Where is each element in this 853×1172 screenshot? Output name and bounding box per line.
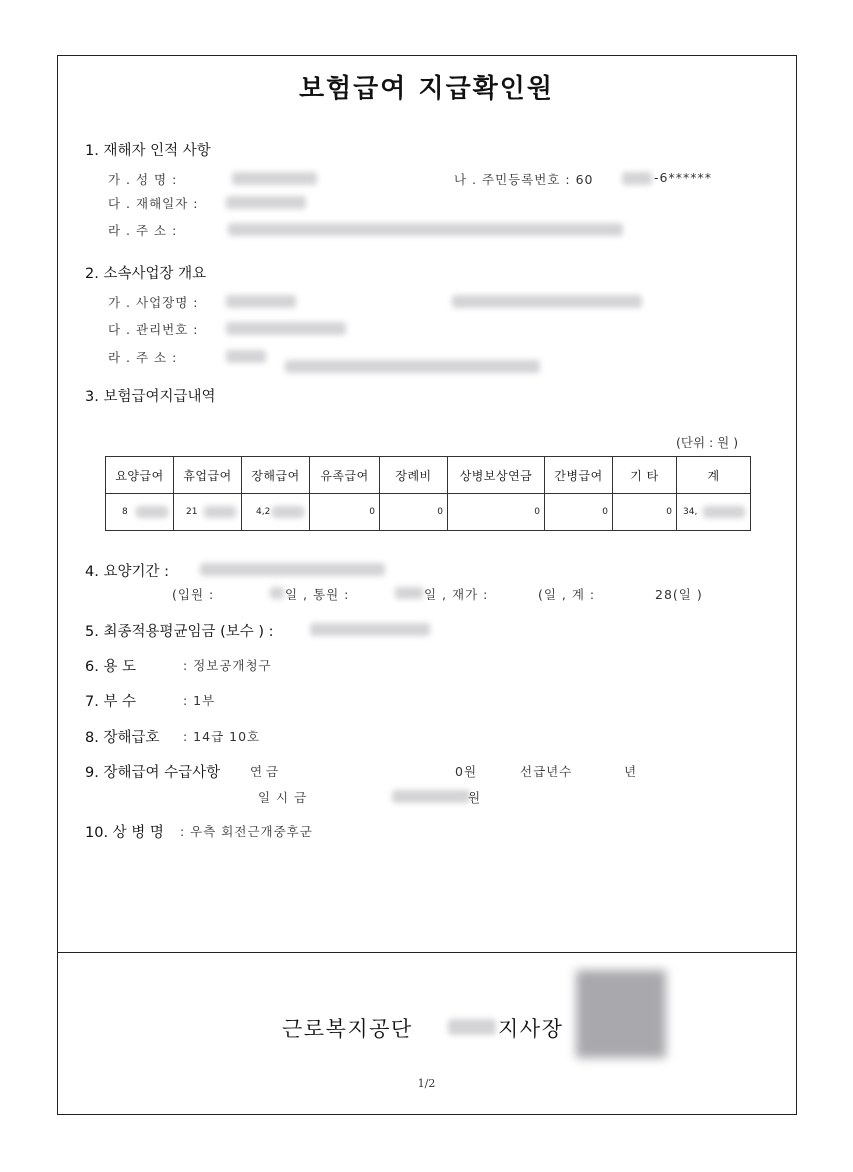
purpose-value: : 정보공개청구 [183, 658, 272, 673]
redacted-amount [703, 506, 745, 518]
section-7-label: 7. 부 수 [85, 694, 137, 710]
section-2-heading: 2. 소속사업장 개요 [85, 266, 207, 282]
home-care-label: 일 , 재가 : [424, 587, 489, 602]
copies-value: : 1부 [183, 693, 216, 708]
section-3-heading: 3. 보험급여지급내역 [85, 389, 216, 405]
management-number-label: 다 . 관리번호 : [108, 322, 199, 337]
redacted-branch-name [448, 1019, 496, 1035]
unit-label: (단위 : 원 ) [676, 435, 739, 450]
redacted-business [226, 295, 296, 308]
redacted-amount [272, 506, 304, 518]
disease-name-value: : 우측 회전근개중후군 [180, 824, 313, 839]
section-6-label: 6. 용 도 [85, 659, 137, 675]
value-cell: 34, [677, 494, 751, 531]
redacted-name [232, 172, 317, 185]
section-4-heading: 4. 요양기간 : [85, 564, 169, 580]
redacted-date [226, 196, 306, 209]
redacted-amount [204, 506, 236, 518]
footer-divider [57, 952, 797, 953]
header-cell: 간병급여 [545, 457, 613, 494]
value-cell: 4,2 [242, 494, 310, 531]
value-cell: 0 [448, 494, 545, 531]
redacted-average-wage [310, 623, 430, 636]
section-10-label: 10. 상 병 명 [85, 825, 164, 841]
business-name-label: 가 . 사업장명 : [108, 295, 199, 310]
address-label: 라 . 주 소 : [108, 223, 178, 238]
header-cell: 기 타 [613, 457, 677, 494]
official-seal [576, 970, 666, 1058]
disability-grade-value: : 14급 10호 [183, 729, 261, 744]
redacted-business-extra [452, 295, 642, 308]
name-label: 가 . 성 명 : [108, 172, 178, 187]
rrn-suffix: -6****** [654, 170, 712, 185]
annuity-value: 0원 [455, 764, 478, 779]
prepaid-years-label: 선급년수 [520, 764, 573, 779]
prepaid-years-unit: 년 [624, 764, 638, 779]
value-cell: 21 [174, 494, 242, 531]
redacted-inpatient-days [270, 587, 284, 599]
total-days: 28(일 ) [655, 587, 703, 602]
annuity-label: 연 금 [250, 764, 279, 779]
benefit-header-row [106, 457, 751, 494]
header-cell: 장례비 [380, 457, 448, 494]
value-cell: 0 [380, 494, 448, 531]
branch-title: 지사장 [498, 1017, 564, 1041]
redacted-rrn [622, 172, 652, 185]
inpatient-label: (입원 : [172, 587, 215, 602]
accident-date-label: 다 . 재해일자 : [108, 196, 199, 211]
header-cell: 휴업급여 [174, 457, 242, 494]
total-label: (일 , 계 : [538, 587, 596, 602]
value-cell: 0 [613, 494, 677, 531]
section-5-heading: 5. 최종적용평균임금 (보수 ) : [85, 624, 274, 640]
outpatient-label: 일 , 통원 : [285, 587, 350, 602]
header-cell: 장해급여 [242, 457, 310, 494]
header-cell: 유족급여 [310, 457, 380, 494]
page-number: 1/2 [417, 1077, 436, 1090]
benefit-value-row [106, 494, 751, 531]
redacted-outpatient-days [395, 587, 423, 599]
lump-sum-label: 일 시 금 [258, 790, 308, 805]
section-9-label: 9. 장해급여 수급사항 [85, 765, 221, 781]
redacted-business-address-a [226, 350, 266, 363]
redacted-amount [136, 506, 168, 518]
redacted-lump-sum [392, 790, 470, 803]
section-1-heading: 1. 재해자 인적 사항 [85, 143, 211, 159]
document-title: 보험급여 지급확인원 [298, 74, 555, 104]
redacted-address [228, 223, 623, 236]
rrn-label: 나 . 주민등록번호 : 60 [454, 172, 594, 187]
value-cell: 8 [106, 494, 174, 531]
lump-sum-unit: 원 [468, 790, 482, 805]
benefit-table [105, 456, 751, 531]
value-cell: 0 [310, 494, 380, 531]
header-cell: 상병보상연금 [448, 457, 545, 494]
redacted-management-number [226, 322, 346, 335]
header-cell: 요양급여 [106, 457, 174, 494]
redacted-care-period [200, 563, 385, 576]
business-address-label: 라 . 주 소 : [108, 350, 178, 365]
section-8-label: 8. 장해급호 [85, 730, 160, 746]
issuing-organization: 근로복지공단 [282, 1017, 413, 1041]
value-cell: 0 [545, 494, 613, 531]
redacted-business-address-b [285, 360, 540, 373]
header-cell: 계 [677, 457, 751, 494]
